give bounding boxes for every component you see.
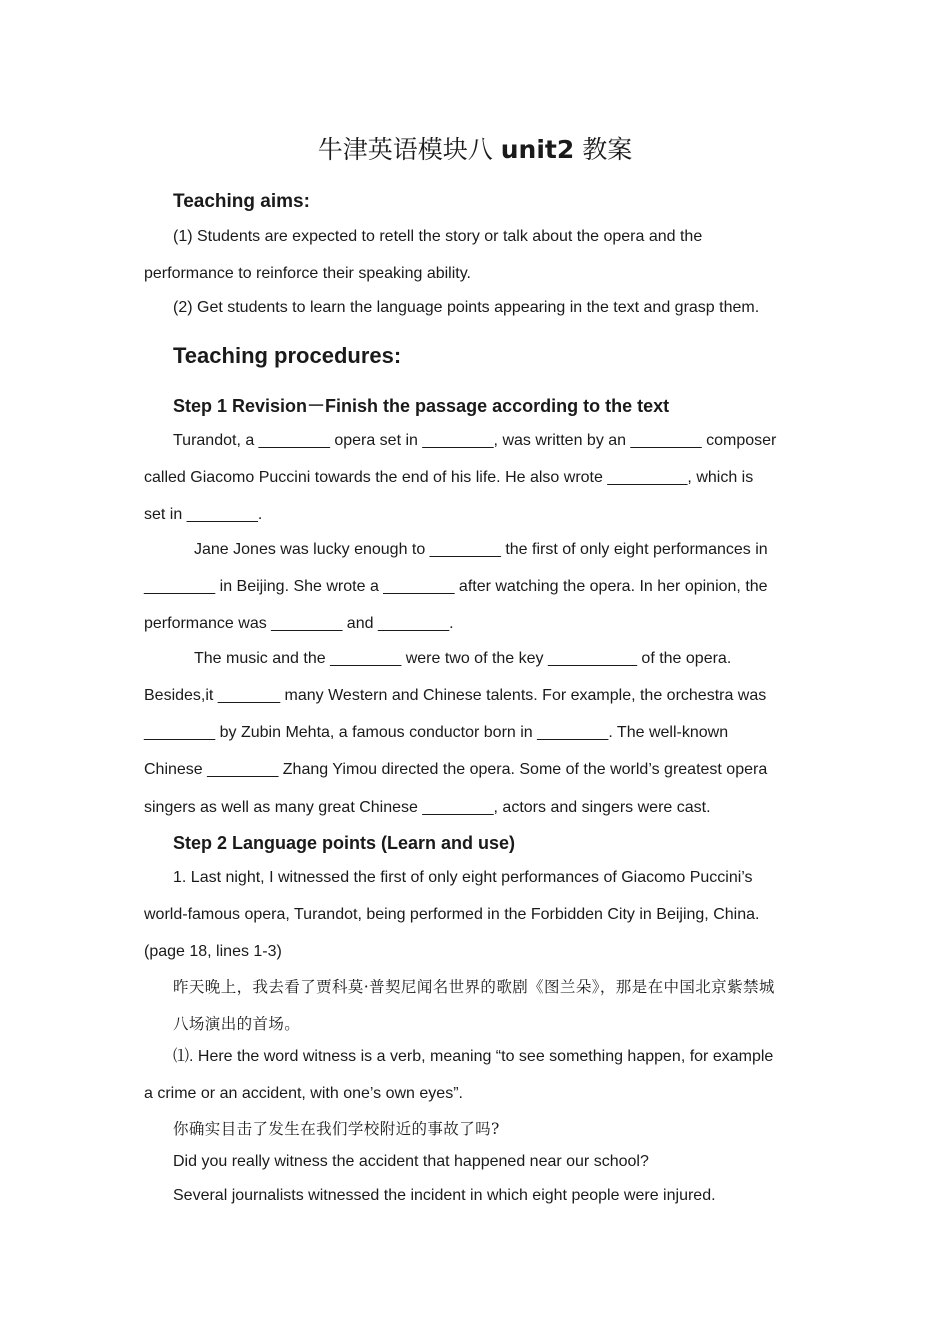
example-sentence-cn: 你确实目击了发生在我们学校附近的事故了吗? — [173, 1120, 500, 1138]
aim-1-line-2: performance to reinforce their speaking ability. — [144, 265, 471, 282]
note-1-line: a crime or an accident, with one’s own eyes”. — [144, 1085, 463, 1102]
step1-line: set in ________. — [144, 506, 263, 523]
step1-line: performance was ________ and ________. — [144, 615, 454, 632]
teaching-aims-heading: Teaching aims: — [173, 191, 310, 212]
note-1-line: ⑴. Here the word witness is a verb, meaning “to see something happen, for example — [173, 1048, 774, 1065]
step1-line: The music and the ________ were two of the key __________ of the opera. — [194, 650, 732, 667]
step2-heading: Step 2 Language points (Learn and use) — [173, 833, 516, 853]
language-point-1-line: 1. Last night, I witnessed the first of only eight performances of Giacomo Puccini’s — [173, 869, 753, 886]
title-unit: unit2 — [500, 135, 575, 164]
aim-2-line-1: (2) Get students to learn the language points appearing in the text and grasp them. — [173, 299, 760, 316]
step1-line: ________ in Beijing. She wrote a ________ after watching the opera. In her opinion, the — [144, 578, 768, 595]
step1-line: Turandot, a ________ opera set in ________, was written by an ________ composer — [173, 432, 777, 449]
step1-line: Chinese ________ Zhang Yimou directed the opera. Some of the world’s greatest opera — [144, 761, 768, 778]
example-sentence-en: Several journalists witnessed the incident in which eight people were injured. — [173, 1187, 716, 1204]
step1-line: singers as well as many great Chinese ________, actors and singers were cast. — [144, 799, 711, 816]
step1-heading: Step 1 Revision－Finish the passage according to the text — [173, 396, 670, 416]
title-cn-part-b: 教案 — [582, 135, 633, 164]
language-point-1-line: world-famous opera, Turandot, being performed in the Forbidden City in Beijing, China. — [144, 906, 760, 923]
document-title — [0, 134, 950, 166]
aim-1-line-1: (1) Students are expected to retell the story or talk about the opera and the — [173, 228, 703, 245]
step1-line: Besides,it _______ many Western and Chinese talents. For example, the orchestra was — [144, 687, 767, 704]
step1-line: Jane Jones was lucky enough to ________ the first of only eight performances in — [194, 541, 768, 558]
step1-line: called Giacomo Puccini towards the end of his life. He also wrote _________, which is — [144, 469, 754, 486]
step1-line: ________ by Zubin Mehta, a famous conductor born in ________. The well-known — [144, 724, 729, 741]
language-point-1-line: (page 18, lines 1-3) — [144, 943, 282, 960]
teaching-procedures-heading: Teaching procedures: — [173, 343, 402, 368]
language-point-1-translation: 八场演出的首场。 — [173, 1015, 301, 1033]
language-point-1-translation: 昨天晚上，我去看了贾科莫·普契尼闻名世界的歌剧《图兰朵》，那是在中国北京紫禁城 — [173, 978, 775, 996]
title-cn-part-a: 牛津英语模块八 — [317, 135, 493, 164]
example-sentence-en: Did you really witness the accident that happened near our school? — [173, 1153, 649, 1170]
